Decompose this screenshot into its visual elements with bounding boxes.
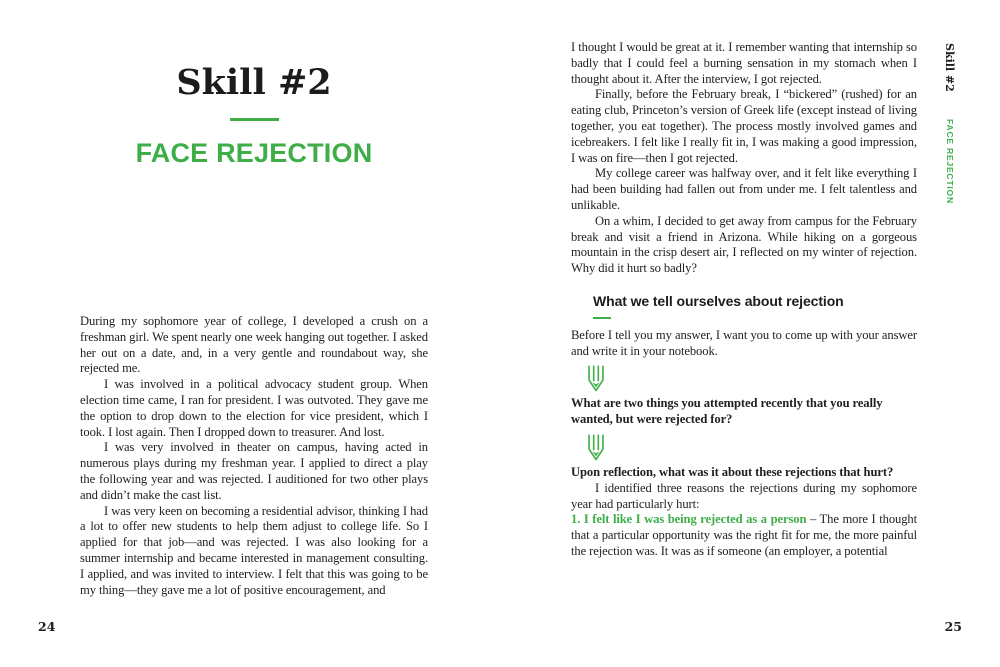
pencil-icon: [587, 365, 917, 393]
margin-tab-subtitle: FACE REJECTION: [945, 119, 955, 204]
title-divider: [230, 118, 279, 121]
paragraph: I thought I would be great at it. I remember wanting that internship so badly that I could feel a burning sensation in my stomach when I thought about it. After the interview, I got rejected.: [571, 40, 917, 86]
paragraph: On a whim, I decided to get away from campus for the February break and visit a friend in Arizona. While hiking on a gorgeous mountain in the crisp desert air, I reflected on my winter of rejection. Why did it hurt so badly?: [571, 213, 917, 276]
notebook-question: What are two things you attempted recently that you really wanted, but were rejected for?: [571, 396, 883, 427]
page-number-right: 25: [944, 619, 962, 634]
paragraph: I was involved in a political advocacy student group. When election time came, I ran for president. I was outvoted. They gave me the option to drop down to the election for vice president, which I took. I lost again. Then I dropped down to treasurer. And lost.: [80, 377, 428, 439]
section-heading-divider: [593, 317, 611, 319]
reason-body-text: – The more I thought that a particular opportunity was the right fit for me, the more painful the rejection was. It was as if someone (an employer, a potential: [571, 512, 918, 558]
section-heading: What we tell ourselves about rejection: [593, 292, 844, 309]
page-number-left: 24: [38, 619, 56, 634]
chapter-number-title: Skill #2: [176, 62, 332, 103]
reason-lead-highlight: 1. I felt like I was being rejected as a person: [571, 512, 807, 527]
right-page-body: [571, 40, 917, 560]
paragraph: I was very involved in theater on campus, having acted in numerous plays during my freshman year. I applied to direct a play the following year and was rejected. I auditioned for two other plays and didn’t make the cast list.: [80, 440, 428, 502]
chapter-subtitle: FACE REJECTION: [135, 138, 373, 168]
pencil-icon: [587, 434, 917, 462]
notebook-question: Upon reflection, what was it about these rejections that hurt?: [571, 464, 894, 479]
left-page-body: [80, 314, 428, 598]
margin-tab-chapter: Skill #2: [943, 43, 956, 92]
reason-paragraph: [571, 512, 917, 559]
paragraph: During my sophomore year of college, I developed a crush on a freshman girl. We spent nearly one week hanging out together. I asked her out on a date, and, in a very gentle and roundabout way, she rejected me.: [80, 314, 428, 376]
reasons-intro: I identified three reasons the rejections during my sophomore year had particularly hurt:: [571, 480, 917, 511]
paragraph: My college career was halfway over, and it felt like everything I had been building had fallen out from under me. I felt talentless and unlikable.: [571, 166, 917, 212]
section-intro: Before I tell you my answer, I want you to come up with your answer and write it in your notebook.: [571, 327, 917, 358]
paragraph: Finally, before the February break, I “bickered” (rushed) for an eating club, Princeton’s version of Greek life (except instead of living together, you eat together). The process mostly involved games and icebreakers. I felt like I really fit in, I was making a good impression, I was on fire—then I got rejected.: [571, 87, 917, 165]
paragraph: I was very keen on becoming a residential advisor, thinking I had a lot to offer new students to help them adjust to college life. So I applied for that job—and was rejected. I was also looking for a summer internship and became interested in management consulting. I applied, and was invited to interview. I felt that this was going to be my thing—they gave me a lot of positive encouragement, and: [80, 503, 428, 597]
chapter-title-block: [80, 62, 428, 169]
